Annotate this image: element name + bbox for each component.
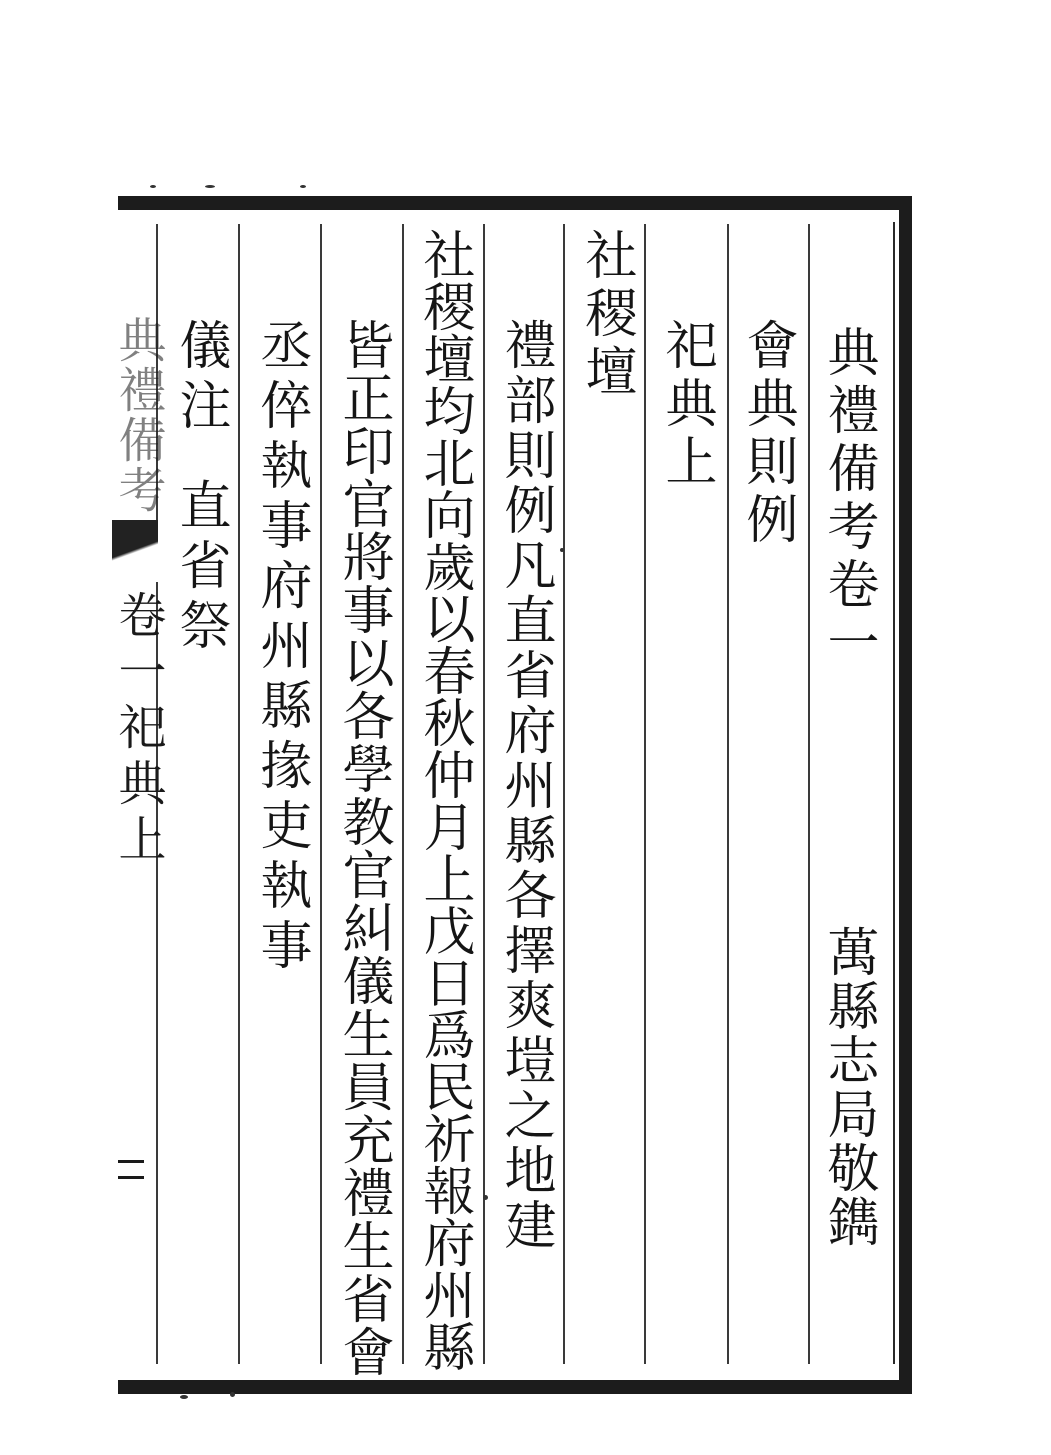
text-column: 直省祭 — [170, 478, 230, 658]
ink-speck — [150, 185, 156, 188]
column-divider — [402, 224, 404, 1364]
banxin-title: 典禮備考 — [110, 315, 166, 515]
publisher-line: 萬縣志局敬鐫 — [818, 925, 878, 1249]
text-column: 儀注 — [170, 318, 230, 438]
volume-title: 典禮備考卷一 — [818, 325, 878, 673]
column-divider — [238, 224, 240, 1364]
text-column: 禮部則例凡直省府州縣各擇爽塏之地建 — [495, 318, 555, 1253]
section-heading: 社稷壇 — [576, 228, 636, 402]
text-column: 皆正印官將事以各學教官糾儀生員充禮生省會 — [333, 318, 393, 1378]
ink-speck — [560, 548, 564, 552]
text-column: 丞倅執事府州縣掾吏執事 — [251, 318, 311, 978]
text-column: 祀典上 — [656, 318, 716, 492]
ink-speck — [205, 185, 215, 188]
frame-inner-border — [893, 222, 895, 1364]
banxin-chapter: 卷一祀典上 — [110, 590, 166, 870]
column-divider — [483, 224, 485, 1364]
ink-speck — [180, 1395, 188, 1399]
fishtail-mark — [112, 520, 158, 582]
column-divider — [727, 224, 729, 1364]
ink-speck — [300, 185, 306, 188]
column-divider — [320, 224, 322, 1364]
column-divider — [644, 224, 646, 1364]
ink-speck — [230, 1392, 235, 1397]
text-column: 會典則例 — [737, 318, 797, 550]
text-column: 社稷壇均北向歲以春秋仲月上戊日爲民祈報府州縣 — [414, 228, 474, 1372]
column-divider — [563, 224, 565, 1364]
column-divider — [808, 224, 810, 1364]
folio-number — [114, 1150, 144, 1190]
ink-speck — [483, 1195, 488, 1200]
